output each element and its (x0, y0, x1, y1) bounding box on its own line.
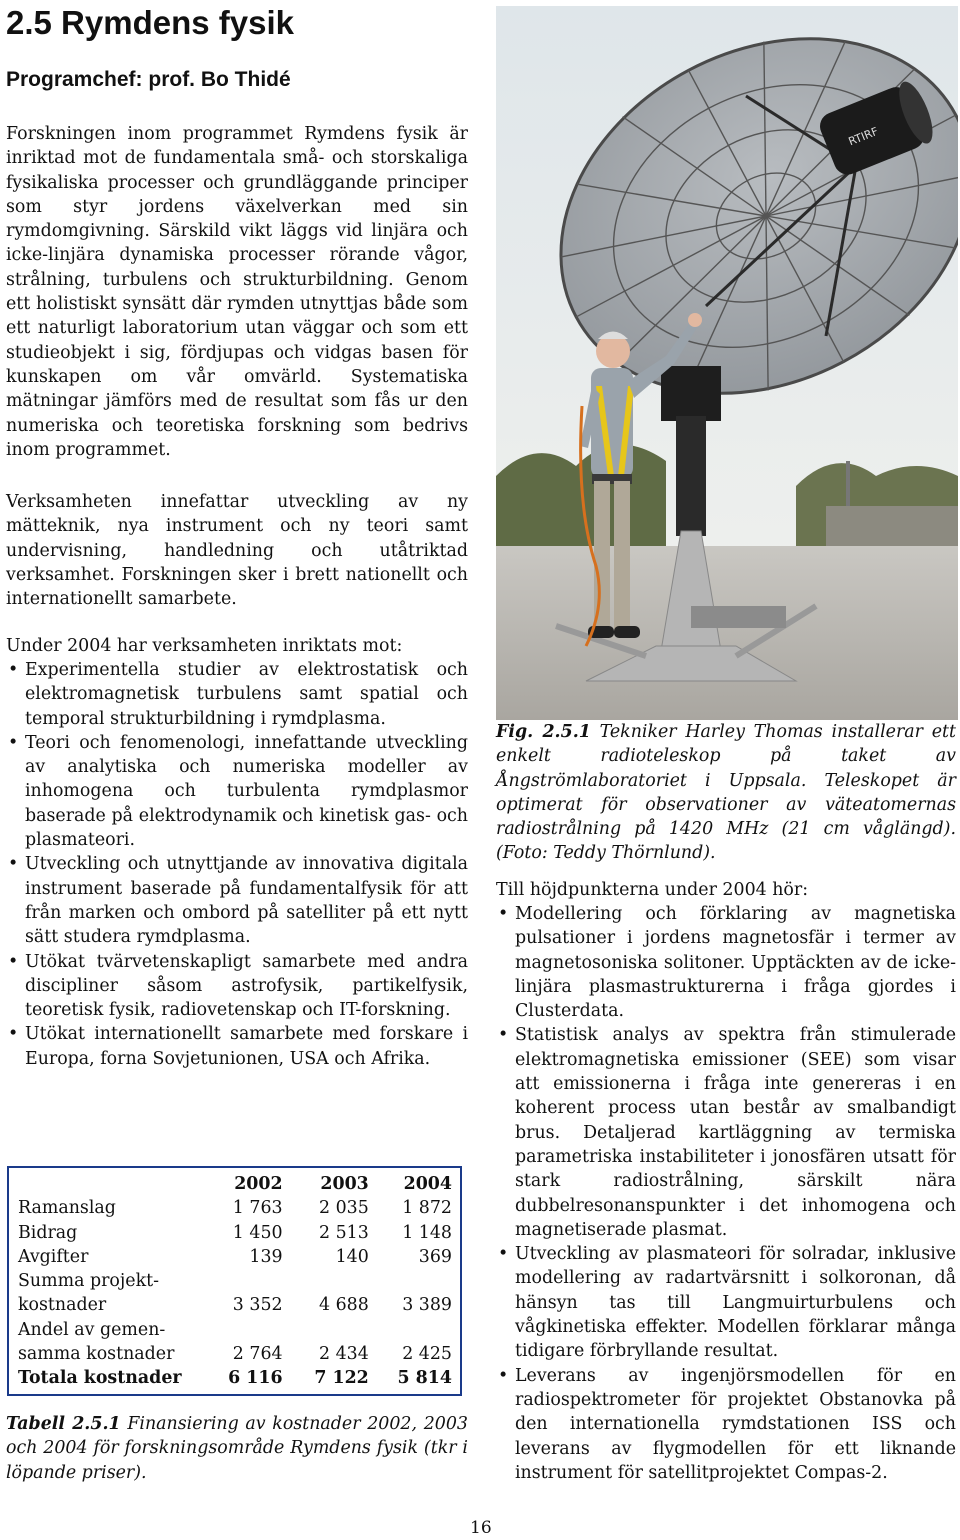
list-item: • Leverans av ingenjörsmodellen för en radiospektrometer för projektet Obstanovka på den internationella rymdstationen ISS och leverans av flygmodellen för ett liknande instrument för satellitprojektet Compas-2. (496, 1364, 956, 1485)
row-label: Bidrag (18, 1222, 78, 1243)
radio-telescope-photo (496, 6, 958, 720)
table-cell: 2 764 (232, 1344, 283, 1365)
row-label: Avgifter (18, 1246, 89, 1267)
row-label-continued: samma kostnader (18, 1344, 175, 1365)
figure-caption-text: Tekniker Harley Thomas installerar ett enkelt radioteleskop på taket av Ångströmlaboratoriet i Uppsala. Teleskopet är optimerat för observationer av väteatomernas radiostrålning på 1420 MHz (21 cm våglängd). (Foto: Teddy Thörnlund). (496, 722, 956, 864)
radio-telescope-illustration (496, 6, 958, 720)
intro-paragraph: Forskningen inom programmet Rymdens fysik är inriktad mot de fundamentala små- och storskaliga fysikaliska processer och grundläggande principer som styr jordens växelverkan med sin rymdomgivning. Särskild vikt läggs vid linjära och icke-linjära dynamiska processer rörande vågor, strålning, turbulens och strukturbildning. Genom ett holistiskt synsätt där rymden utnyttjas både som ett naturligt laboratorium utan väggar och som ett studieobjekt i sig, fördjupas och vidgas basen för kunskapen om vår omvärld. Systematiska mätningar jämförs med de resultat som fås ur den numeriska och teoretiska forskning som bedrivs inom programmet. (6, 124, 468, 460)
table-cell: 7 122 (314, 1368, 369, 1389)
row-label: Totala kostnader (18, 1368, 182, 1389)
list-item: • Experimentella studier av elektrostatisk och elektromagnetisk turbulens samt spatial och temporal strukturbildning i rymdplasma. (6, 658, 468, 731)
page-number: 16 (470, 1518, 492, 1538)
table-cell: 3 389 (402, 1295, 452, 1316)
table-cell: 1 148 (402, 1222, 452, 1243)
table-total-row (8, 1366, 461, 1394)
list-item: • Utveckling av plasmateori för solradar, inklusive modellering av radartvärsnitt i solkoronan, då hänsyn tas till Langmuirturbulens och vågkinetiska effekter. Modellen förklarar många tidigare förbryllande resultat. (496, 1242, 956, 1363)
table-cell: 2 513 (318, 1222, 369, 1243)
table-row (8, 1293, 461, 1317)
table-caption-text: Finansiering av kostnader 2002, 2003 och 2004 för forskningsområde Rymdens fysik (tkr i löpande priser). (6, 1414, 468, 1483)
table-header-row (8, 1167, 461, 1196)
list-item: • Utveckling och utnyttjande av innovativa digitala instrument baserade på fundamentalfysik för att från marken och ombord på satelliter på ett nytt sätt studera rymdplasma. (6, 852, 468, 949)
row-label: Andel av gemen- (18, 1319, 166, 1340)
table-cell: 2 434 (318, 1344, 369, 1365)
table-row (8, 1221, 461, 1245)
table-cell: 2 425 (402, 1344, 452, 1365)
table-cell: 5 814 (397, 1368, 452, 1389)
table-cell: 1 872 (402, 1198, 452, 1219)
list-item: • Utökat tvärvetenskapligt samarbete med andra discipliner såsom astrofysik, partikelfysik, teoretisk fysik, radiovetenskap och IT-forskning. (6, 950, 468, 1023)
table-cell: 6 116 (228, 1368, 283, 1389)
feed-horn-label: RTIRF (846, 124, 881, 149)
table-cell: 369 (418, 1246, 452, 1267)
table-row (8, 1245, 461, 1269)
list-item: • Statistisk analys av spektra från stimulerade elektromagnetiska emissioner (SEE) som visar att emissionerna i fråga inte genereras i en koherent process utan består av smalbandigt brus. Detaljerad kartläggning av termiska parametriska instabiliteter i jonosfären utsatt för stark radiostrålning, särskilt nära dubbelresonanspunkter i det inhomogena och magnetiserade plasmat. (496, 1023, 956, 1242)
table-caption-label: Tabell 2.5.1 (6, 1414, 121, 1434)
table-row (8, 1342, 461, 1366)
list-item: • Utökat internationellt samarbete med forskare i Europa, forna Sovjetunionen, USA och Afrika. (6, 1022, 468, 1071)
figure-caption (496, 720, 956, 866)
table-header-cell: 2002 (234, 1174, 283, 1194)
table-cell: 4 688 (318, 1295, 369, 1316)
highlights-intro: Till höjdpunkterna under 2004 hör: (496, 880, 809, 900)
list-item: • Teori och fenomenologi, innefattande utveckling av analytiska och numeriska modeller av inhomogena och turbulenta rymdplasmor baserade på elektrodynamik och kinetisk gas- och plasmateori. (6, 731, 468, 852)
table-cell: 139 (249, 1246, 283, 1267)
table-cell: 1 763 (232, 1198, 283, 1219)
focus-intro: Under 2004 har verksamheten inriktats mot: (6, 636, 403, 656)
row-label: Ramanslag (18, 1198, 116, 1219)
list-item: • Modellering och förklaring av magnetiska pulsationer i jordens magnetosfär i termer av magnetosoniska solitoner. Upptäckten av de icke-linjära plasmastrukturerna i fråga gjordes i Clusterdata. (496, 902, 956, 1023)
table-cell: 1 450 (232, 1222, 283, 1243)
row-label: Summa projekt- (18, 1271, 159, 1292)
table-header-cell (8, 1167, 196, 1196)
table-caption (6, 1412, 468, 1485)
table-cell: 140 (335, 1246, 369, 1267)
table-row (8, 1196, 461, 1220)
figure-caption-label: Fig. 2.5.1 (496, 722, 591, 742)
table-row (8, 1269, 461, 1293)
table-row (8, 1318, 461, 1342)
row-label-continued: kostnader (18, 1295, 107, 1316)
table-header-cell: 2004 (403, 1174, 452, 1194)
table-cell: 3 352 (232, 1295, 283, 1316)
table-cell: 2 035 (318, 1198, 369, 1219)
highlights-list (496, 902, 956, 1485)
table-header-cell: 2003 (320, 1174, 369, 1194)
activities-paragraph: Verksamheten innefattar utveckling av ny mätteknik, nya instrument och ny teori samt undervisning, handledning och utåtriktad verksamhet. Forskningen sker i brett nationellt och internationellt samarbete. (6, 492, 468, 610)
focus-list (6, 658, 468, 1071)
program-head: Programchef: prof. Bo Thidé (6, 68, 291, 91)
financing-table (7, 1166, 462, 1396)
page-title: 2.5 Rymdens fysik (6, 4, 294, 41)
